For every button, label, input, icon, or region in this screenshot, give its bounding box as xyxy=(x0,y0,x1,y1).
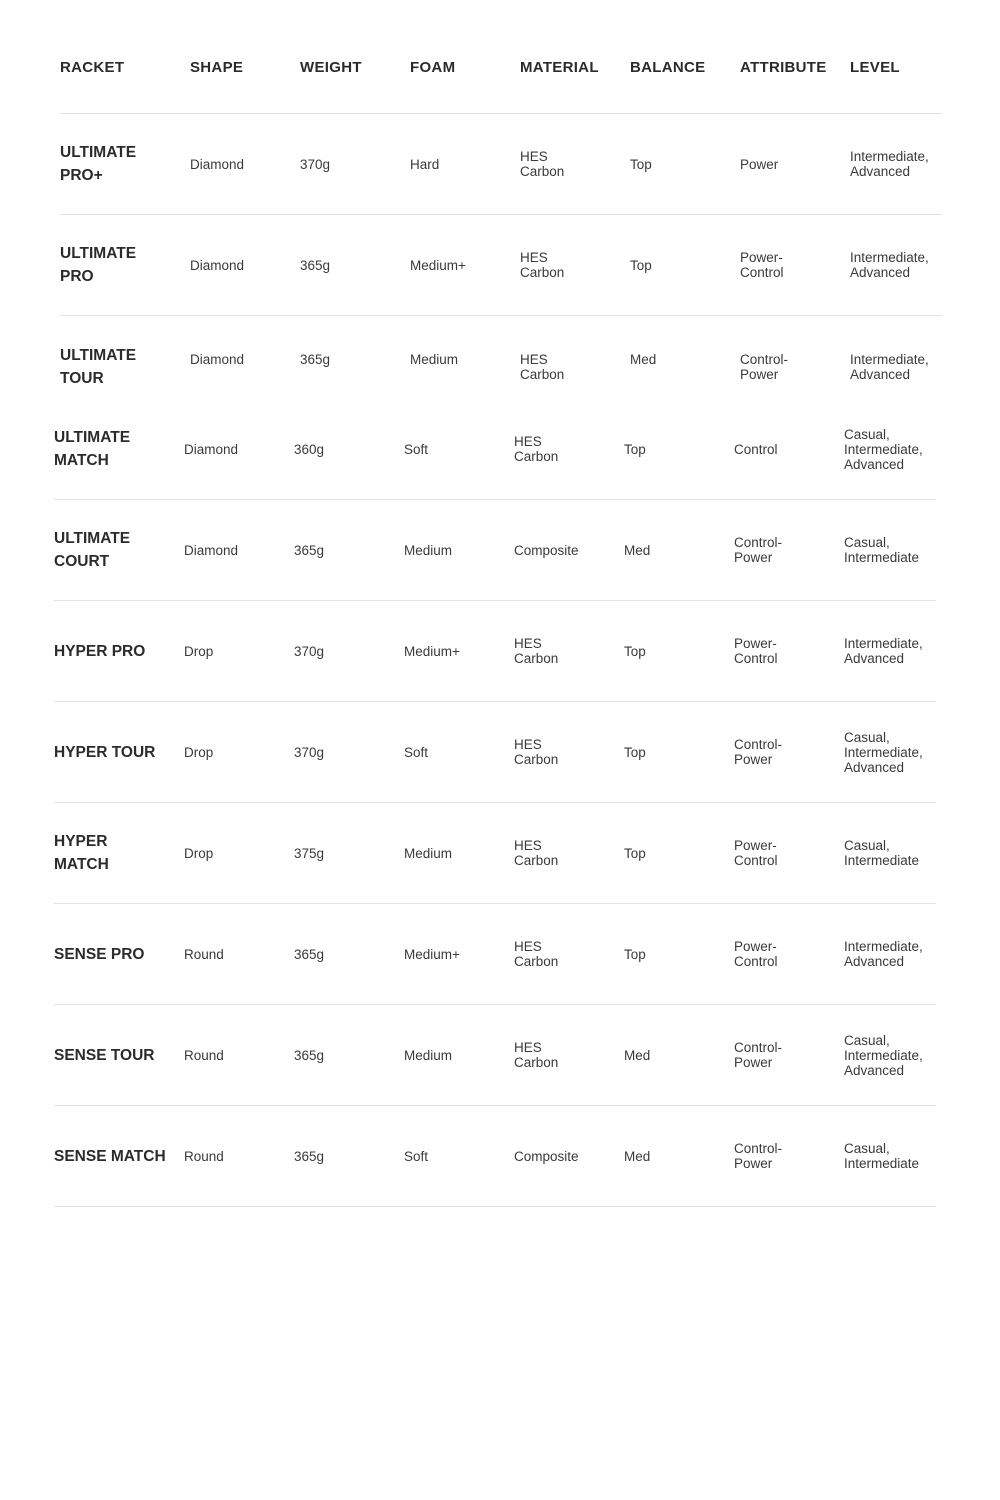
cell-line: HES xyxy=(514,1040,542,1055)
cell-line: HES xyxy=(514,838,542,853)
cell-line: TOUR xyxy=(60,370,104,387)
cell-weight-text: 360g xyxy=(294,441,325,457)
cell-balance xyxy=(624,1005,729,1105)
cell-material-text xyxy=(520,149,564,179)
cell-racket-text xyxy=(54,741,155,764)
cell-line: Power- xyxy=(734,636,777,651)
table-row xyxy=(60,316,942,400)
comparison-table-bottom xyxy=(54,399,936,1207)
cell-attribute-text xyxy=(740,250,784,280)
cell-foam xyxy=(404,702,509,802)
cell-line: Casual, xyxy=(844,426,890,442)
cell-foam-text: Medium xyxy=(404,542,453,558)
cell-shape xyxy=(190,316,295,400)
header-level: LEVEL xyxy=(850,59,900,76)
cell-line: Control xyxy=(740,265,784,280)
cell-balance xyxy=(624,702,729,802)
cell-line: Power- xyxy=(734,939,777,954)
cell-line: HYPER xyxy=(54,833,108,850)
cell-attribute-text xyxy=(734,442,778,457)
cell-level xyxy=(844,904,939,1004)
cell-line: Casual, xyxy=(844,838,890,853)
cell-racket-text xyxy=(54,1044,155,1067)
cell-level xyxy=(850,316,945,400)
cell-weight-text: 370g xyxy=(300,156,331,172)
cell-attribute-text xyxy=(734,1141,782,1171)
cell-line: Intermediate, xyxy=(844,1047,923,1063)
cell-shape-text: Round xyxy=(184,946,224,962)
cell-weight xyxy=(300,215,405,315)
cell-balance xyxy=(624,1106,729,1206)
cell-level-text xyxy=(844,636,923,666)
cell-material xyxy=(514,399,619,499)
cell-attribute-text xyxy=(734,737,782,767)
cell-balance-text: Top xyxy=(624,441,646,457)
cell-line: Composite xyxy=(514,542,579,558)
cell-line: HES xyxy=(520,352,548,367)
cell-level-text xyxy=(844,427,923,472)
cell-racket-text xyxy=(60,344,136,390)
cell-line: Control xyxy=(734,954,778,969)
cell-foam xyxy=(404,803,509,903)
cell-weight-text: 365g xyxy=(300,257,331,273)
cell-line: Control- xyxy=(734,737,783,752)
cell-line: Carbon xyxy=(514,954,559,969)
cell-racket xyxy=(54,702,179,802)
table-body-top xyxy=(60,114,942,400)
cell-weight-text: 365g xyxy=(294,1047,325,1063)
cell-shape-text: Round xyxy=(184,1148,224,1164)
cell-line: Casual, xyxy=(844,729,890,745)
cell-line: Intermediate, xyxy=(844,441,923,457)
header-foam: FOAM xyxy=(410,59,456,76)
cell-weight xyxy=(294,399,399,499)
cell-line: Casual, xyxy=(844,1032,890,1048)
cell-balance-text: Top xyxy=(630,257,652,273)
table-row xyxy=(54,803,936,904)
cell-line: HES xyxy=(520,149,548,164)
cell-line: Advanced xyxy=(850,367,911,382)
cell-shape xyxy=(184,399,289,499)
cell-material xyxy=(520,215,625,315)
cell-line: Carbon xyxy=(514,1055,559,1070)
cell-foam-text: Medium xyxy=(404,845,453,861)
cell-line: HES xyxy=(514,434,542,449)
cell-attribute xyxy=(734,904,839,1004)
cell-level-text xyxy=(844,1141,919,1171)
cell-level-text xyxy=(844,838,919,868)
cell-weight-text: 375g xyxy=(294,845,325,861)
cell-line: Intermediate, xyxy=(844,636,923,651)
cell-balance xyxy=(624,904,729,1004)
cell-shape-text: Diamond xyxy=(184,542,239,558)
cell-line: Power- xyxy=(734,838,777,853)
header-attribute: ATTRIBUTE xyxy=(740,59,827,76)
cell-level-text xyxy=(844,535,919,565)
cell-level xyxy=(844,601,939,701)
table-body-bottom xyxy=(54,399,936,1207)
cell-line: Intermediate xyxy=(844,853,920,868)
cell-balance-text: Med xyxy=(624,542,651,558)
cell-racket xyxy=(54,904,179,1004)
cell-material xyxy=(514,803,619,903)
cell-balance-text: Med xyxy=(624,1148,651,1164)
cell-racket xyxy=(54,1106,179,1206)
cell-material-text xyxy=(514,636,558,666)
cell-line: Power xyxy=(734,550,773,565)
header-weight: WEIGHT xyxy=(300,59,362,76)
cell-line: MATCH xyxy=(54,856,109,873)
cell-shape xyxy=(184,1005,289,1105)
cell-balance-text: Top xyxy=(630,156,652,172)
cell-level xyxy=(844,1106,939,1206)
cell-attribute-text xyxy=(740,157,778,172)
cell-attribute xyxy=(734,803,839,903)
cell-balance xyxy=(624,500,729,600)
cell-racket-text xyxy=(54,943,144,966)
cell-line: HYPER PRO xyxy=(54,642,146,660)
cell-shape-text: Drop xyxy=(184,643,214,659)
cell-balance-text: Top xyxy=(624,946,646,962)
cell-line: Advanced xyxy=(844,456,905,472)
table-row xyxy=(60,114,942,215)
cell-line: Carbon xyxy=(520,164,565,179)
cell-shape xyxy=(184,702,289,802)
cell-shape-text: Diamond xyxy=(190,257,245,273)
cell-line: Carbon xyxy=(514,752,559,767)
cell-attribute-text xyxy=(734,838,778,868)
cell-foam-text: Medium+ xyxy=(410,257,466,273)
cell-line: Casual, xyxy=(844,535,890,550)
cell-foam xyxy=(410,316,515,400)
table-header-row xyxy=(60,13,942,114)
cell-line: Power xyxy=(740,156,779,172)
cell-line: SENSE TOUR xyxy=(54,1046,155,1064)
table-row xyxy=(54,1005,936,1106)
cell-level-text xyxy=(844,1033,923,1078)
cell-weight xyxy=(300,114,405,214)
cell-foam xyxy=(404,1106,509,1206)
cell-racket-text xyxy=(54,426,130,472)
cell-weight-text: 365g xyxy=(294,542,325,558)
cell-racket xyxy=(60,114,185,214)
cell-shape xyxy=(184,803,289,903)
cell-material xyxy=(514,1005,619,1105)
cell-line: Carbon xyxy=(520,265,565,280)
cell-shape-text: Round xyxy=(184,1047,224,1063)
cell-weight-text: 370g xyxy=(294,643,325,659)
cell-line: HES xyxy=(514,636,542,651)
cell-racket xyxy=(60,215,185,315)
cell-line: Intermediate, xyxy=(850,250,929,265)
cell-shape xyxy=(184,904,289,1004)
cell-line: Intermediate, xyxy=(844,744,923,760)
cell-level xyxy=(850,215,945,315)
cell-weight xyxy=(294,1005,399,1105)
cell-material-text xyxy=(514,838,558,868)
table-row xyxy=(54,399,936,500)
cell-racket xyxy=(54,399,179,499)
cell-level-text xyxy=(844,730,923,775)
cell-attribute xyxy=(740,316,845,400)
cell-line: Carbon xyxy=(514,449,559,464)
cell-shape-text: Diamond xyxy=(190,156,245,172)
cell-line: Control- xyxy=(740,352,789,367)
cell-line: Power xyxy=(734,1156,773,1171)
cell-line: Intermediate, xyxy=(844,939,923,954)
cell-line: Power xyxy=(734,1055,773,1070)
cell-level xyxy=(844,1005,939,1105)
cell-foam xyxy=(404,1005,509,1105)
cell-shape-text: Drop xyxy=(184,845,214,861)
cell-material-text xyxy=(520,250,564,280)
cell-attribute-text xyxy=(734,939,778,969)
cell-line: Intermediate, xyxy=(850,149,929,164)
cell-material xyxy=(514,1106,619,1206)
cell-level xyxy=(844,500,939,600)
cell-shape xyxy=(184,1106,289,1206)
cell-balance xyxy=(624,601,729,701)
table-row xyxy=(54,500,936,601)
cell-foam-text: Soft xyxy=(404,441,429,457)
cell-attribute xyxy=(734,399,839,499)
cell-attribute-text xyxy=(740,344,788,382)
cell-foam-text: Soft xyxy=(404,1148,429,1164)
cell-level-text xyxy=(850,149,929,179)
cell-racket xyxy=(60,316,185,400)
cell-weight-text: 370g xyxy=(294,744,325,760)
cell-foam xyxy=(404,601,509,701)
cell-attribute xyxy=(734,500,839,600)
cell-material xyxy=(514,702,619,802)
cell-shape xyxy=(190,114,295,214)
cell-weight xyxy=(294,904,399,1004)
cell-line: Advanced xyxy=(850,164,911,179)
cell-foam xyxy=(410,114,515,214)
cell-line: ULTIMATE xyxy=(60,144,137,161)
cell-foam-text: Medium xyxy=(404,1047,453,1063)
cell-line: Intermediate, xyxy=(850,352,929,367)
cell-shape xyxy=(184,500,289,600)
cell-line: Power xyxy=(740,367,779,382)
cell-balance xyxy=(630,316,735,400)
cell-line: SENSE MATCH xyxy=(54,1147,166,1165)
comparison-table-top xyxy=(60,13,942,400)
cell-line: HES xyxy=(520,250,548,265)
cell-level-text xyxy=(850,250,929,280)
cell-balance xyxy=(630,215,735,315)
cell-racket xyxy=(54,803,179,903)
cell-attribute-text xyxy=(734,1040,782,1070)
table-row xyxy=(54,1106,936,1207)
cell-line: ULTIMATE xyxy=(60,347,137,364)
cell-attribute-text xyxy=(734,636,778,666)
cell-shape-text: Diamond xyxy=(184,441,239,457)
table-row xyxy=(54,904,936,1005)
cell-shape-text: Drop xyxy=(184,744,214,760)
cell-racket-text xyxy=(60,141,136,187)
cell-line: ULTIMATE xyxy=(60,245,137,262)
cell-foam xyxy=(410,215,515,315)
cell-racket-text xyxy=(60,242,136,288)
header-material: MATERIAL xyxy=(520,59,599,76)
cell-line: Carbon xyxy=(520,367,565,382)
cell-line: Power xyxy=(734,752,773,767)
cell-balance-text: Top xyxy=(624,845,646,861)
cell-weight xyxy=(294,500,399,600)
table-row xyxy=(54,601,936,702)
cell-racket-text xyxy=(54,1145,166,1168)
cell-racket xyxy=(54,500,179,600)
cell-line: MATCH xyxy=(54,452,109,469)
cell-line: Intermediate xyxy=(844,1156,920,1171)
cell-line: Carbon xyxy=(514,651,559,666)
cell-material xyxy=(514,904,619,1004)
cell-foam xyxy=(404,399,509,499)
cell-balance-text: Med xyxy=(624,1047,651,1063)
cell-material xyxy=(520,114,625,214)
cell-line: ULTIMATE xyxy=(54,429,131,446)
cell-balance xyxy=(624,399,729,499)
cell-level-text xyxy=(850,344,929,382)
header-racket: RACKET xyxy=(60,59,125,76)
cell-line: Control- xyxy=(734,1141,783,1156)
cell-foam-text: Medium+ xyxy=(404,643,460,659)
cell-level xyxy=(844,399,939,499)
cell-weight xyxy=(294,702,399,802)
cell-attribute xyxy=(734,702,839,802)
cell-level xyxy=(844,803,939,903)
cell-racket-text xyxy=(54,527,130,573)
cell-line: Intermediate xyxy=(844,550,920,565)
cell-attribute xyxy=(734,601,839,701)
cell-racket xyxy=(54,601,179,701)
cell-line: ULTIMATE xyxy=(54,530,131,547)
cell-material xyxy=(514,601,619,701)
cell-line: PRO xyxy=(60,268,94,285)
cell-material xyxy=(520,316,625,400)
cell-line: Control- xyxy=(734,1040,783,1055)
cell-weight-text: 365g xyxy=(294,1148,325,1164)
cell-material-text xyxy=(520,344,564,382)
cell-material-text xyxy=(514,737,558,767)
table-row xyxy=(60,215,942,316)
cell-line: Carbon xyxy=(514,853,559,868)
cell-foam xyxy=(404,904,509,1004)
cell-attribute xyxy=(740,114,845,214)
cell-line: HYPER TOUR xyxy=(54,743,156,761)
cell-line: HES xyxy=(514,939,542,954)
cell-shape-text: Diamond xyxy=(190,352,245,367)
cell-level xyxy=(844,702,939,802)
cell-line: COURT xyxy=(54,553,110,570)
cell-line: Power- xyxy=(740,250,783,265)
cell-weight-text: 365g xyxy=(294,946,325,962)
cell-balance-text: Med xyxy=(630,352,657,367)
cell-shape xyxy=(190,215,295,315)
cell-attribute-text xyxy=(734,535,782,565)
cell-line: Control xyxy=(734,441,778,457)
cell-line: PRO+ xyxy=(60,167,103,184)
header-shape: SHAPE xyxy=(190,59,244,76)
cell-racket-text xyxy=(54,830,109,876)
cell-shape xyxy=(184,601,289,701)
cell-balance-text: Top xyxy=(624,744,646,760)
cell-line: Advanced xyxy=(850,265,911,280)
cell-weight-text: 365g xyxy=(300,352,331,367)
cell-line: Advanced xyxy=(844,651,905,666)
cell-balance-text: Top xyxy=(624,643,646,659)
cell-foam-text: Medium xyxy=(410,352,459,367)
cell-attribute xyxy=(734,1005,839,1105)
cell-balance xyxy=(624,803,729,903)
cell-foam-text: Soft xyxy=(404,744,429,760)
cell-line: Control xyxy=(734,651,778,666)
cell-attribute xyxy=(734,1106,839,1206)
cell-racket-text xyxy=(54,640,145,663)
cell-material-text xyxy=(514,1149,579,1164)
cell-foam xyxy=(404,500,509,600)
cell-material-text xyxy=(514,939,558,969)
cell-attribute xyxy=(740,215,845,315)
cell-line: Advanced xyxy=(844,759,905,775)
header-balance: BALANCE xyxy=(630,59,706,76)
cell-line: SENSE PRO xyxy=(54,945,145,963)
cell-level-text xyxy=(844,939,923,969)
cell-line: Control- xyxy=(734,535,783,550)
cell-racket xyxy=(54,1005,179,1105)
cell-material-text xyxy=(514,543,579,558)
cell-weight xyxy=(294,1106,399,1206)
cell-line: Advanced xyxy=(844,1062,905,1078)
table-row xyxy=(54,702,936,803)
cell-foam-text: Hard xyxy=(410,156,440,172)
cell-weight xyxy=(294,601,399,701)
cell-weight xyxy=(294,803,399,903)
cell-line: Control xyxy=(734,853,778,868)
cell-material-text xyxy=(514,1040,558,1070)
cell-material-text xyxy=(514,434,558,464)
cell-line: Advanced xyxy=(844,954,905,969)
cell-material xyxy=(514,500,619,600)
cell-foam-text: Medium+ xyxy=(404,946,460,962)
cell-line: Composite xyxy=(514,1148,579,1164)
cell-line: Casual, xyxy=(844,1141,890,1156)
cell-balance xyxy=(630,114,735,214)
cell-line: HES xyxy=(514,737,542,752)
cell-weight xyxy=(300,316,405,400)
cell-level xyxy=(850,114,945,214)
